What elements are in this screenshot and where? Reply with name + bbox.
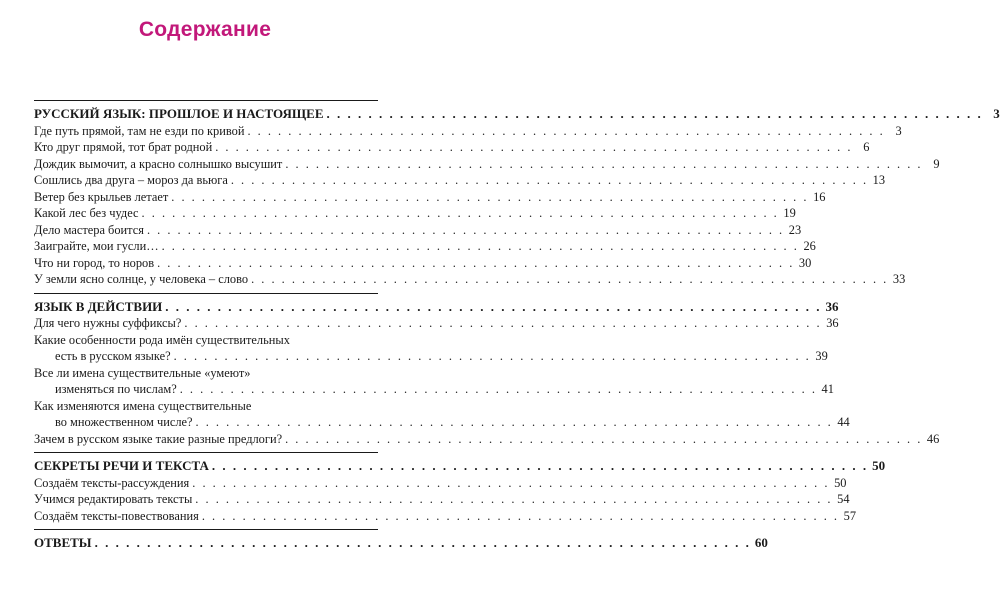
toc-entry[interactable] <box>34 431 940 448</box>
entry-title-line2: изменяться по числам? <box>55 382 177 396</box>
entry-title: Сошлись два друга – мороз да вьюга <box>34 173 228 187</box>
dot-leader: . . . . . . . . . . . . . . . . . . . . . . . . . . . . . . . . . . . . . . . . . . . . . . . . . . . . . . . . . . . . . . . <box>173 349 811 363</box>
section-title: СЕКРЕТЫ РЕЧИ И ТЕКСТА <box>34 458 209 473</box>
section-page: 36 <box>825 298 839 314</box>
section-rule <box>34 452 378 453</box>
entry-title: Заиграйте, мои гусли… <box>34 239 159 253</box>
entry-page: 33 <box>892 272 906 286</box>
section-title: РУССКИЙ ЯЗЫК: ПРОШЛОЕ И НАСТОЯЩЕЕ <box>34 106 324 121</box>
dot-leader: . . . . . . . . . . . . . . . . . . . . . . . . . . . . . . . . . . . . . . . . . . . . . . . . . . . . . . . . . . . . . . . <box>141 206 779 220</box>
dot-leader: . . . . . . . . . . . . . . . . . . . . . . . . . . . . . . . . . . . . . . . . . . . . . . . . . . . . . . . . . . . . . . . <box>326 106 983 121</box>
entry-page: 3 <box>895 123 902 138</box>
toc-entry[interactable] <box>34 123 902 140</box>
toc-entry[interactable] <box>34 139 870 156</box>
entry-title: Ветер без крыльев летает <box>34 189 169 204</box>
dot-leader: . . . . . . . . . . . . . . . . . . . . . . . . . . . . . . . . . . . . . . . . . . . . . . . . . . . . . . . . . . . . . . . <box>251 272 889 286</box>
section-rule <box>34 529 378 530</box>
dot-leader: . . . . . . . . . . . . . . . . . . . . . . . . . . . . . . . . . . . . . . . . . . . . . . . . . . . . . . . . . . . . . . . <box>146 222 785 237</box>
top-rule <box>34 100 378 101</box>
dot-leader: . . . . . . . . . . . . . . . . . . . . . . . . . . . . . . . . . . . . . . . . . . . . . . . . . . . . . . . . . . . . . . . <box>171 189 809 204</box>
entry-title: Кто друг прямой, тот брат родной <box>34 140 213 154</box>
dot-leader: . . . . . . . . . . . . . . . . . . . . . . . . . . . . . . . . . . . . . . . . . . . . . . . . . . . . . . . . . . . . . . . <box>165 298 822 314</box>
toc-section-heading[interactable] <box>34 106 1000 123</box>
toc-entry[interactable] <box>34 172 886 189</box>
entry-title-line1: Какие особенности рода имён существительных <box>34 332 290 347</box>
dot-leader: . . . . . . . . . . . . . . . . . . . . . . . . . . . . . . . . . . . . . . . . . . . . . . . . . . . . . . . . . . . . . . . <box>192 475 830 490</box>
toc-entry[interactable] <box>34 491 850 508</box>
toc-entry[interactable] <box>34 508 857 525</box>
entry-page: 57 <box>843 508 857 523</box>
entry-page: 13 <box>872 173 886 187</box>
toc-section-heading[interactable] <box>34 458 886 475</box>
section-title: ЯЗЫК В ДЕЙСТВИИ <box>34 298 163 314</box>
dot-leader: . . . . . . . . . . . . . . . . . . . . . . . . . . . . . . . . . . . . . . . . . . . . . . . . . . . . . . . . . . . . . . . <box>161 239 799 253</box>
dot-leader: . . . . . . . . . . . . . . . . . . . . . . . . . . . . . . . . . . . . . . . . . . . . . . . . . . . . . . . . . . . . . . . <box>94 535 751 550</box>
dot-leader: . . . . . . . . . . . . . . . . . . . . . . . . . . . . . . . . . . . . . . . . . . . . . . . . . . . . . . . . . . . . . . . <box>157 255 795 270</box>
dot-leader: . . . . . . . . . . . . . . . . . . . . . . . . . . . . . . . . . . . . . . . . . . . . . . . . . . . . . . . . . . . . . . . <box>247 123 885 138</box>
entry-title-line1: Все ли имена существительные «умеют» <box>34 365 251 380</box>
entry-page: 54 <box>837 492 850 506</box>
page-title: Содержание <box>138 18 272 41</box>
entry-title: Учимся редактировать тексты <box>34 492 193 506</box>
toc-section-heading[interactable] <box>34 298 839 316</box>
dot-leader: . . . . . . . . . . . . . . . . . . . . . . . . . . . . . . . . . . . . . . . . . . . . . . . . . . . . . . . . . . . . . . . <box>285 431 923 446</box>
entry-page: 16 <box>813 189 826 204</box>
entry-title-line2: во множественном числе? <box>55 415 193 429</box>
section-page: 60 <box>754 535 768 550</box>
dot-leader: . . . . . . . . . . . . . . . . . . . . . . . . . . . . . . . . . . . . . . . . . . . . . . . . . . . . . . . . . . . . . . . <box>211 458 869 473</box>
toc-entry-multiline[interactable] <box>34 332 828 365</box>
dot-leader: . . . . . . . . . . . . . . . . . . . . . . . . . . . . . . . . . . . . . . . . . . . . . . . . . . . . . . . . . . . . . . . <box>230 173 869 187</box>
entry-title: Создаём тексты-рассуждения <box>34 475 190 490</box>
dot-leader: . . . . . . . . . . . . . . . . . . . . . . . . . . . . . . . . . . . . . . . . . . . . . . . . . . . . . . . . . . . . . . . <box>201 508 840 523</box>
entry-title: Где путь прямой, там не езди по кривой <box>34 123 245 138</box>
toc-entry[interactable] <box>34 271 906 288</box>
entry-page: 46 <box>926 431 940 446</box>
dot-leader: . . . . . . . . . . . . . . . . . . . . . . . . . . . . . . . . . . . . . . . . . . . . . . . . . . . . . . . . . . . . . . . <box>184 316 822 330</box>
entry-title-line1: Как изменяются имена существительные <box>34 398 252 413</box>
toc-section-heading[interactable] <box>34 535 768 552</box>
entry-page: 23 <box>788 222 802 237</box>
dot-leader: . . . . . . . . . . . . . . . . . . . . . . . . . . . . . . . . . . . . . . . . . . . . . . . . . . . . . . . . . . . . . . . <box>179 382 817 396</box>
entry-page: 44 <box>837 415 850 429</box>
entry-title: Дождик вымочит, а красно солнышко высушит <box>34 156 283 171</box>
section-page: 3 <box>993 106 1000 121</box>
entry-title: Дело мастера боится <box>34 222 144 237</box>
entry-title: У земли ясно солнце, у человека – слово <box>34 272 249 286</box>
toc-entry[interactable] <box>34 222 802 239</box>
entry-title: Зачем в русском языке такие разные предлоги? <box>34 431 283 446</box>
entry-title-line2: есть в русском языке? <box>55 349 171 363</box>
entry-page: 9 <box>933 156 940 171</box>
section-title: ОТВЕТЫ <box>34 535 92 550</box>
entry-title: Для чего нужны суффиксы? <box>34 316 182 330</box>
entry-page: 36 <box>826 316 839 330</box>
toc-entry[interactable] <box>34 189 826 206</box>
toc-entry-multiline[interactable] <box>34 365 834 398</box>
toc-entry[interactable] <box>34 156 940 173</box>
dot-leader: . . . . . . . . . . . . . . . . . . . . . . . . . . . . . . . . . . . . . . . . . . . . . . . . . . . . . . . . . . . . . . . <box>195 415 833 429</box>
table-of-contents <box>34 100 1000 552</box>
dot-leader: . . . . . . . . . . . . . . . . . . . . . . . . . . . . . . . . . . . . . . . . . . . . . . . . . . . . . . . . . . . . . . . <box>215 140 853 154</box>
entry-page: 19 <box>783 206 796 220</box>
toc-entry-multiline[interactable] <box>34 398 850 431</box>
toc-entry[interactable] <box>34 315 839 332</box>
entry-page: 26 <box>803 239 816 253</box>
entry-title: Создаём тексты-повествования <box>34 508 199 523</box>
toc-entry[interactable] <box>34 475 847 492</box>
entry-title: Какой лес без чудес <box>34 206 139 220</box>
entry-page: 39 <box>815 349 828 363</box>
dot-leader: . . . . . . . . . . . . . . . . . . . . . . . . . . . . . . . . . . . . . . . . . . . . . . . . . . . . . . . . . . . . . . . <box>285 156 923 171</box>
entry-page: 41 <box>821 382 834 396</box>
toc-entry[interactable] <box>34 205 796 222</box>
toc-entry[interactable] <box>34 255 812 272</box>
section-rule <box>34 293 378 294</box>
entry-page: 50 <box>834 475 847 490</box>
entry-page: 30 <box>798 255 812 270</box>
entry-page: 6 <box>863 140 870 154</box>
toc-entry[interactable] <box>34 238 816 255</box>
dot-leader: . . . . . . . . . . . . . . . . . . . . . . . . . . . . . . . . . . . . . . . . . . . . . . . . . . . . . . . . . . . . . . . <box>195 492 833 506</box>
entry-title: Что ни город, то норов <box>34 255 155 270</box>
section-page: 50 <box>872 458 886 473</box>
